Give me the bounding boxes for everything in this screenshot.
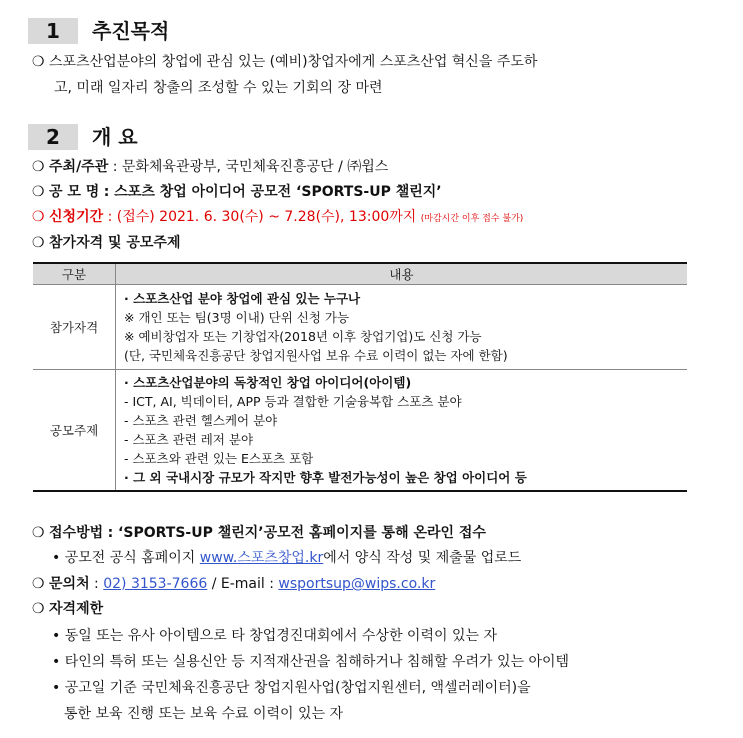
dot-bullet-icon: • [52,654,61,670]
table-row [33,370,687,492]
table-cell-line: - ICT, AI, 빅데이터, APP 등과 결합한 기술융복합 스포츠 분야 [124,394,462,409]
table-cell-line: · 스포츠산업분야의 독창적인 창업 아이디어(아이템) [124,375,412,390]
contact-colon: : [94,576,99,592]
list-item [52,678,531,698]
table-cell-line: - 스포츠와 관련 있는 E스포츠 포함 [124,451,314,466]
table-header-row [33,263,687,285]
apply-sub-suffix: 에서 양식 작성 및 제출물 업로드 [323,550,522,566]
purpose-text-1: 스포츠산업분야의 창업에 관심 있는 (예비)창업자에게 스포츠산업 혁신을 주도하 [49,54,538,70]
table-row-content [116,285,688,370]
restriction-item-text: 동일 또는 유사 아이템으로 타 창업경진대회에서 수상한 이력이 있는 자 [64,628,497,644]
homepage-link[interactable]: www.스포츠창업.kr [199,550,324,566]
circle-bullet-icon: ❍ [32,525,45,541]
circle-bullet-icon: ❍ [32,54,45,70]
eligibility-label: 참가자격 및 공모주제 [49,235,181,251]
contest-name-label: 공 모 명 [49,184,100,200]
list-item [52,652,569,672]
restriction-line [32,599,103,619]
table-cell-line: ※ 개인 또는 팀(3명 이내) 단위 신청 가능 [124,310,350,325]
host-label: 주최/주관 [49,159,109,175]
table-header-content: 내용 [116,263,688,285]
table-row-content [116,370,688,492]
phone-link[interactable]: 02) 3153-7666 [103,576,208,592]
table-cell-line: (단, 국민체육진흥공단 창업지원사업 보유 수료 이력이 없는 자에 한함) [124,348,508,363]
dot-bullet-icon: • [52,628,61,644]
section-title: 개 요 [92,125,138,149]
contest-name-value: : 스포츠 창업 아이디어 공모전 ‘SPORTS-UP 챌린지’ [103,184,442,200]
eligibility-line [32,233,180,253]
period-note: (마감시간 이후 접수 불가) [420,214,524,224]
table-cell-line: · 그 외 국내시장 규모가 작지만 향후 발전가능성이 높은 창업 아이디어 등 [124,470,527,485]
section-number: 1 [28,18,78,44]
table-cell-line: - 스포츠 관련 헬스케어 분야 [124,413,278,428]
apply-value: : ‘SPORTS-UP 챌린지’공모전 홈페이지를 통해 온라인 접수 [107,525,486,541]
section-title: 추진목적 [92,19,170,43]
table-cell-line: · 스포츠산업 분야 창업에 관심 있는 누구나 [124,291,361,306]
restriction-item-text: 공고일 기준 국민체육진흥공단 창업지원사업(창업지원센터, 액셀러레이터)을 [64,680,531,696]
dot-bullet-icon: • [52,680,61,696]
purpose-line-2: 고, 미래 일자리 창출의 조성할 수 있는 기회의 장 마련 [54,80,383,96]
email-link[interactable]: wsportsup@wips.co.kr [278,576,436,592]
apply-line [32,523,486,543]
restriction-label: 자격제한 [49,601,104,617]
table-cell-line: - 스포츠 관련 레저 분야 [124,432,254,447]
table-row [33,285,687,370]
period-value: : (접수) 2021. 6. 30(수) ~ 7.28(수), 13:00까지 [107,209,417,225]
period-label: 신청기간 [49,209,104,225]
circle-bullet-icon: ❍ [32,209,45,225]
apply-label: 접수방법 [49,525,104,541]
eligibility-table [33,262,687,492]
table-header-category: 구분 [33,263,116,285]
circle-bullet-icon: ❍ [32,576,45,592]
table-cell-line: ※ 예비창업자 또는 기창업자(2018년 이후 창업기업)도 신청 가능 [124,329,482,344]
restriction-item-text: 타인의 특허 또는 실용신안 등 지적재산권을 침해하거나 침해할 우려가 있는 아이템 [64,654,570,670]
email-label: / E-mail : [211,576,274,592]
contact-line [32,574,435,594]
period-line [32,207,523,229]
apply-sub-prefix: 공모전 공식 홈페이지 [64,550,196,566]
circle-bullet-icon: ❍ [32,601,45,617]
host-line [32,157,388,177]
dot-bullet-icon: • [52,550,61,566]
purpose-line-1 [32,52,537,72]
list-item-continuation: 통한 보육 진행 또는 보육 수료 이력이 있는 자 [64,706,344,722]
list-item [52,626,497,646]
host-value: : 문화체육관광부, 국민체육진흥공단 / ㈜윕스 [112,159,389,175]
table-row-category: 공모주제 [33,370,116,492]
circle-bullet-icon: ❍ [32,235,45,251]
table-row-category: 참가자격 [33,285,116,370]
contest-name-line [32,182,442,202]
section-number: 2 [28,124,78,150]
circle-bullet-icon: ❍ [32,159,45,175]
apply-sub-line [52,548,521,568]
contact-label: 문의처 [49,576,90,592]
circle-bullet-icon: ❍ [32,184,45,200]
